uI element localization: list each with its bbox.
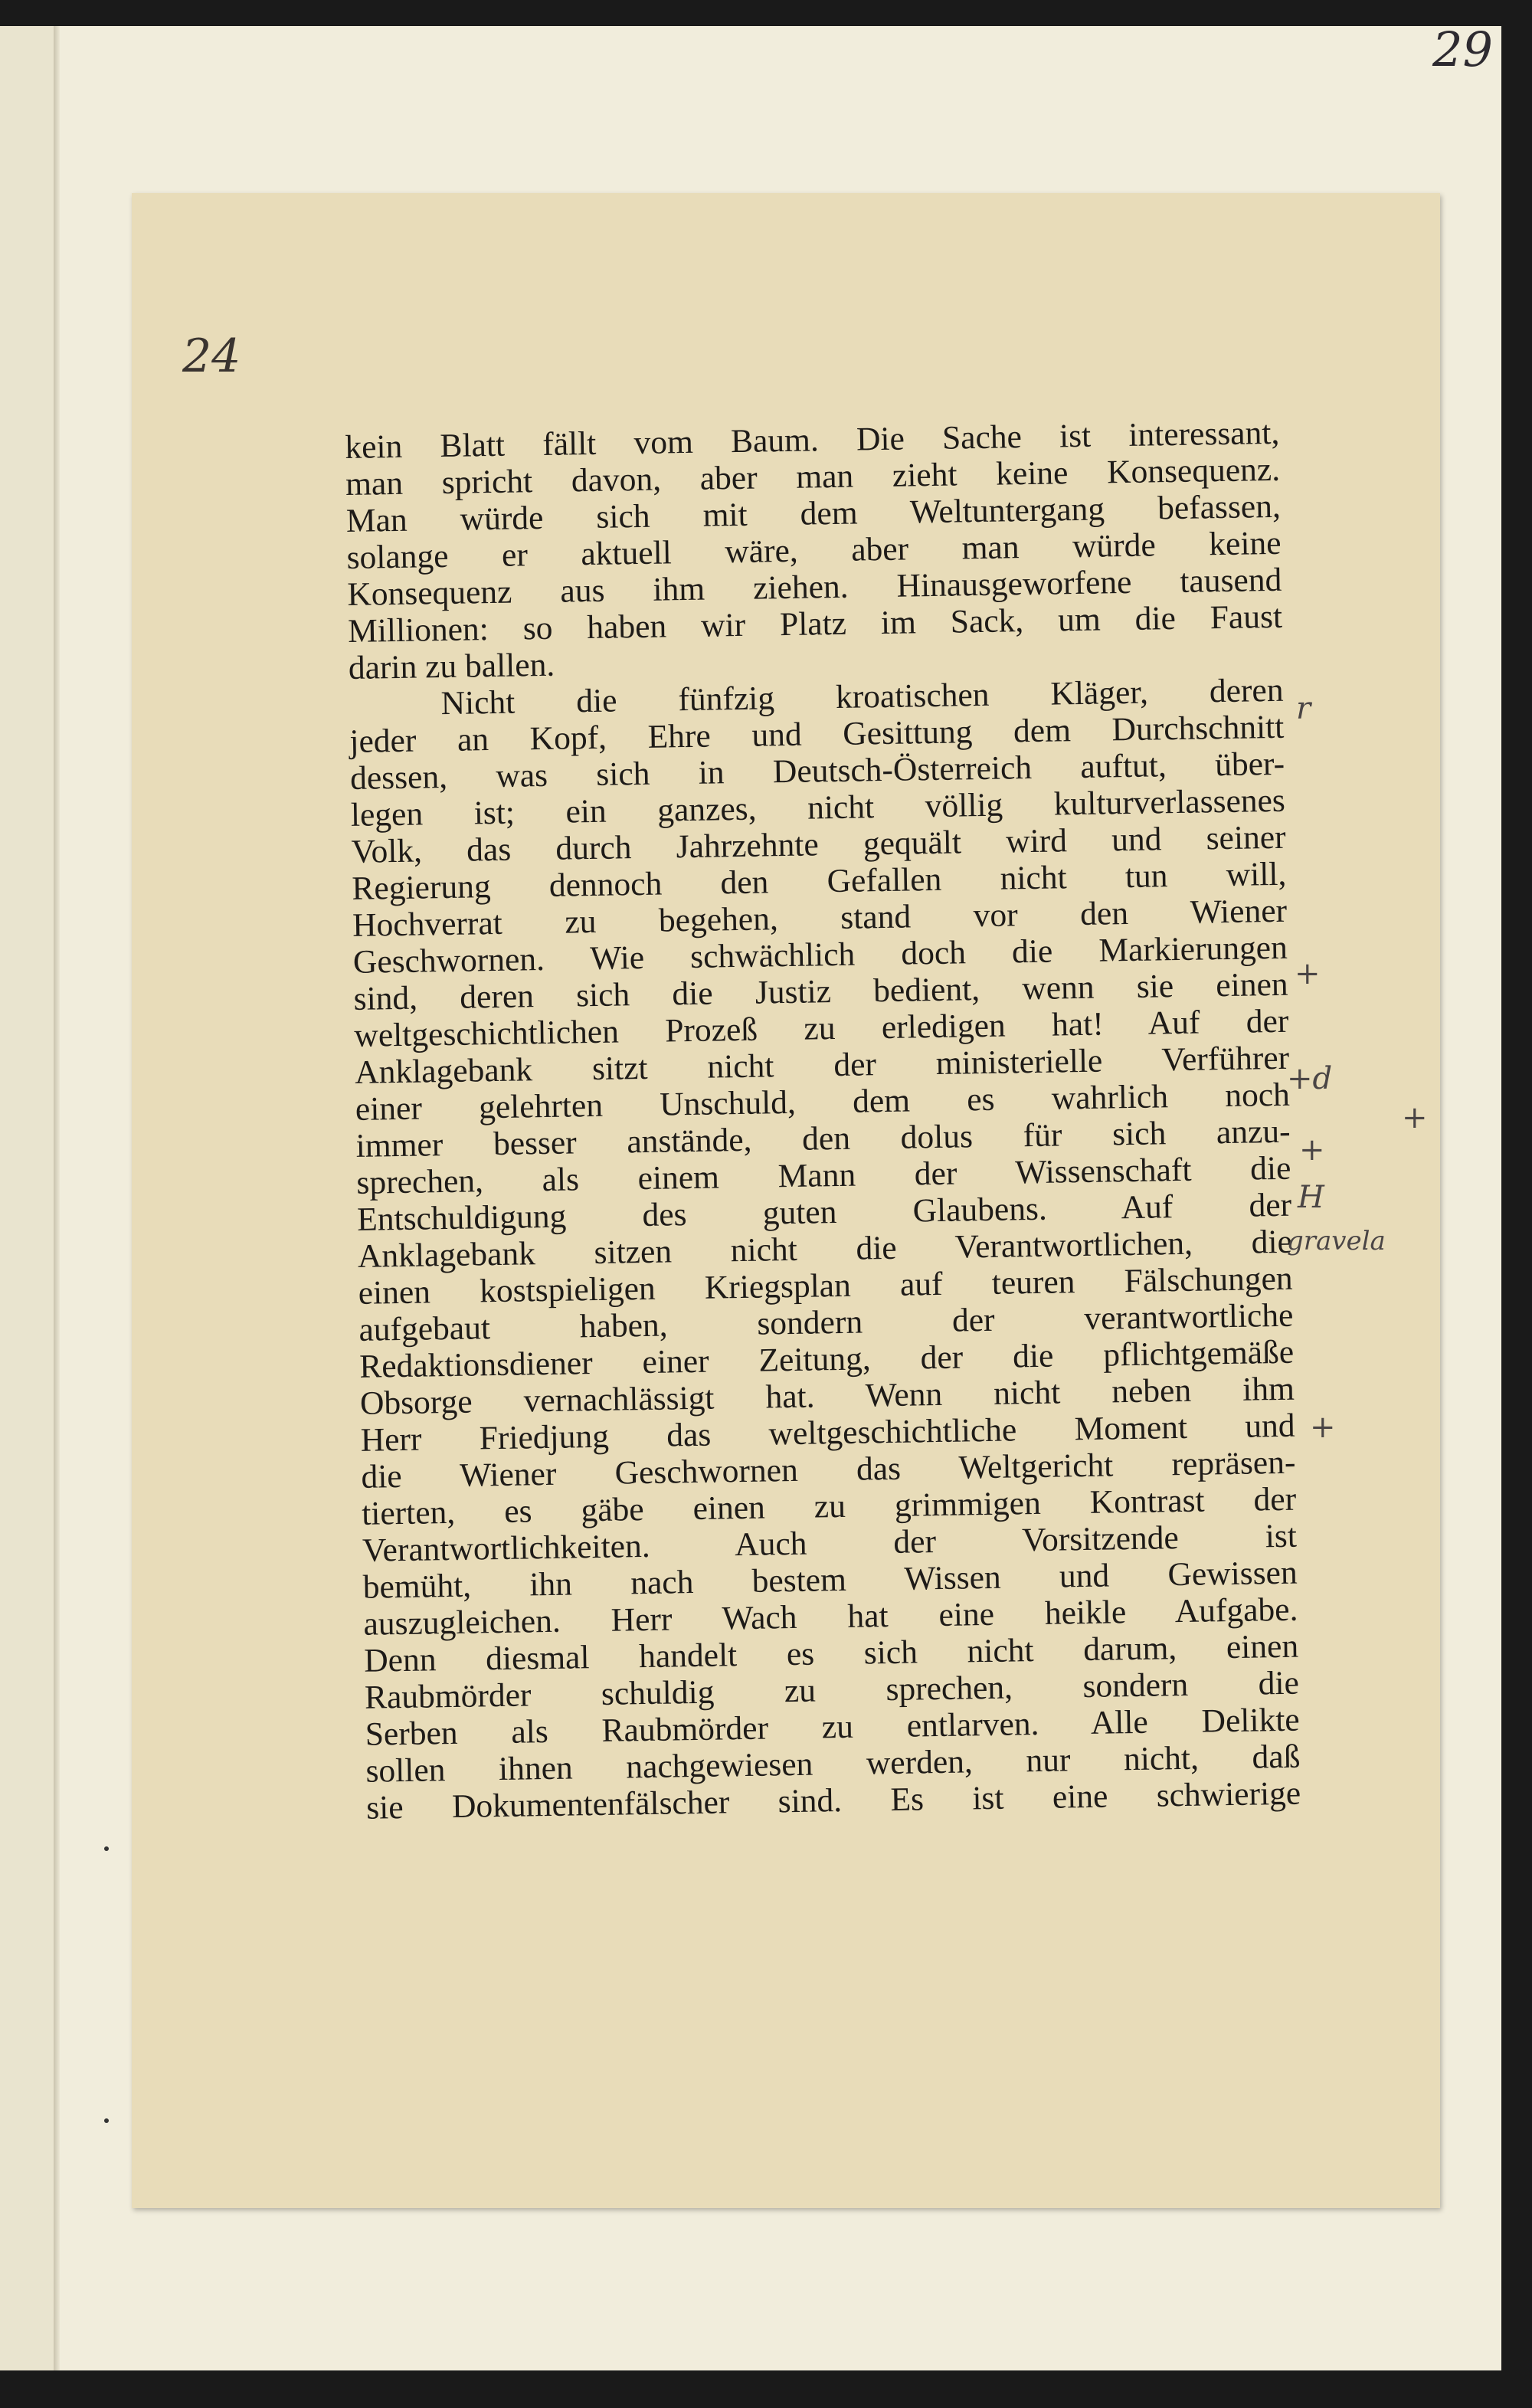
text-line: man spricht davon, aber man zieht keine Konsequenz. bbox=[345, 450, 1281, 503]
text-line: solange er aktuell wäre, aber man würde keine bbox=[346, 524, 1282, 576]
left-page-edge bbox=[0, 26, 54, 2370]
margin-note: +d bbox=[1287, 1061, 1333, 1096]
text-line: Denn diesmal handelt es sich nicht darum, einen bbox=[363, 1627, 1299, 1679]
text-line: Raubmörder schuldig zu sprechen, sondern die bbox=[364, 1664, 1300, 1716]
margin-note: r bbox=[1296, 691, 1311, 726]
margin-note: + bbox=[1295, 956, 1321, 991]
body-text bbox=[345, 414, 1301, 1826]
folio-mark: 24 bbox=[182, 329, 241, 383]
text-line: sollen ihnen nachgewiesen werden, nur nicht, daß bbox=[365, 1738, 1301, 1790]
text-line: Anklagebank sitzt nicht der ministerielle Verführer bbox=[354, 1039, 1290, 1091]
page-number: 29 bbox=[1432, 21, 1493, 77]
text-line: Redaktionsdiener einer Zeitung, der die pflichtgemäße bbox=[358, 1333, 1295, 1385]
text-line: darin zu ballen. bbox=[348, 646, 555, 686]
text-line: sind, deren sich die Justiz bedient, wenn sie einen bbox=[353, 965, 1288, 1017]
text-line: Serben als Raubmörder zu entlarven. Alle Delikte bbox=[365, 1701, 1300, 1753]
text-line: Obsorge vernachlässigt hat. Wenn nicht neben ihm bbox=[359, 1370, 1295, 1422]
text-line: sprechen, als einem Mann der Wissenschaft die bbox=[356, 1149, 1291, 1201]
text-line: weltgeschichtlichen Prozeß zu erledigen hat! Auf der bbox=[354, 1002, 1289, 1054]
album-dot bbox=[104, 1846, 109, 1851]
text-line: einer gelehrten Unschuld, dem es wahrlich noch bbox=[355, 1076, 1291, 1128]
text-line: Herr Friedjung das weltgeschichtliche Moment und bbox=[360, 1407, 1295, 1459]
album-dot bbox=[104, 2118, 109, 2123]
text-line: kein Blatt fällt vom Baum. Die Sache ist interessant, bbox=[345, 414, 1280, 466]
margin-note: + bbox=[1299, 1132, 1325, 1168]
text-line: dessen, was sich in Deutsch-Österreich auftut, über- bbox=[349, 745, 1285, 797]
margin-note: gravela bbox=[1287, 1226, 1386, 1256]
text-line: Volk, das durch Jahrzehnte gequält wird und seiner bbox=[351, 818, 1286, 870]
text-line: Hochverrat zu begehen, stand vor den Wiener bbox=[352, 892, 1288, 944]
text-line: Man würde sich mit dem Weltuntergang befassen, bbox=[345, 487, 1282, 539]
text-line: Nicht die fünfzig kroatischen Kläger, deren bbox=[440, 671, 1284, 722]
margin-note: + bbox=[1402, 1100, 1428, 1135]
text-line: Millionen: so haben wir Platz im Sack, um die Faust bbox=[347, 598, 1283, 650]
text-line: Verantwortlichkeiten. Auch der Vorsitzende ist bbox=[362, 1517, 1298, 1569]
text-line: Geschwornen. Wie schwächlich doch die Markierungen bbox=[352, 929, 1288, 981]
text-line: einen kostspieligen Kriegsplan auf teuren Fälschungen bbox=[358, 1260, 1293, 1312]
spine-shadow bbox=[54, 26, 60, 2370]
text-line: die Wiener Geschwornen das Weltgericht repräsen- bbox=[361, 1443, 1296, 1496]
text-line: aufgebaut haben, sondern der verantwortliche bbox=[358, 1296, 1294, 1348]
text-line: Entschuldigung des guten Glaubens. Auf der bbox=[356, 1186, 1292, 1238]
text-line: auszugleichen. Herr Wach hat eine heikle Aufgabe. bbox=[363, 1591, 1298, 1643]
margin-note: + bbox=[1310, 1410, 1336, 1445]
text-line: jeder an Kopf, Ehre und Gesittung dem Durchschnitt bbox=[349, 708, 1285, 760]
text-line: legen ist; ein ganzes, nicht völlig kulturverlassenes bbox=[350, 781, 1286, 834]
text-line: Anklagebank sitzen nicht die Verantwortlichen, die bbox=[357, 1223, 1293, 1275]
margin-note: H bbox=[1298, 1180, 1324, 1215]
text-line: bemüht, ihn nach bestem Wissen und Gewissen bbox=[362, 1554, 1298, 1606]
text-line: Konsequenz aus ihm ziehen. Hinausgeworfene tausend bbox=[347, 561, 1282, 613]
text-line: sie Dokumentenfälscher sind. Es ist eine schwierige bbox=[365, 1774, 1301, 1826]
text-line: tierten, es gäbe einen zu grimmigen Kontrast der bbox=[361, 1480, 1297, 1532]
text-line: Regierung dennoch den Gefallen nicht tun will, bbox=[352, 855, 1287, 907]
text-line: immer besser anstände, den dolus für sich anzu- bbox=[355, 1112, 1291, 1165]
